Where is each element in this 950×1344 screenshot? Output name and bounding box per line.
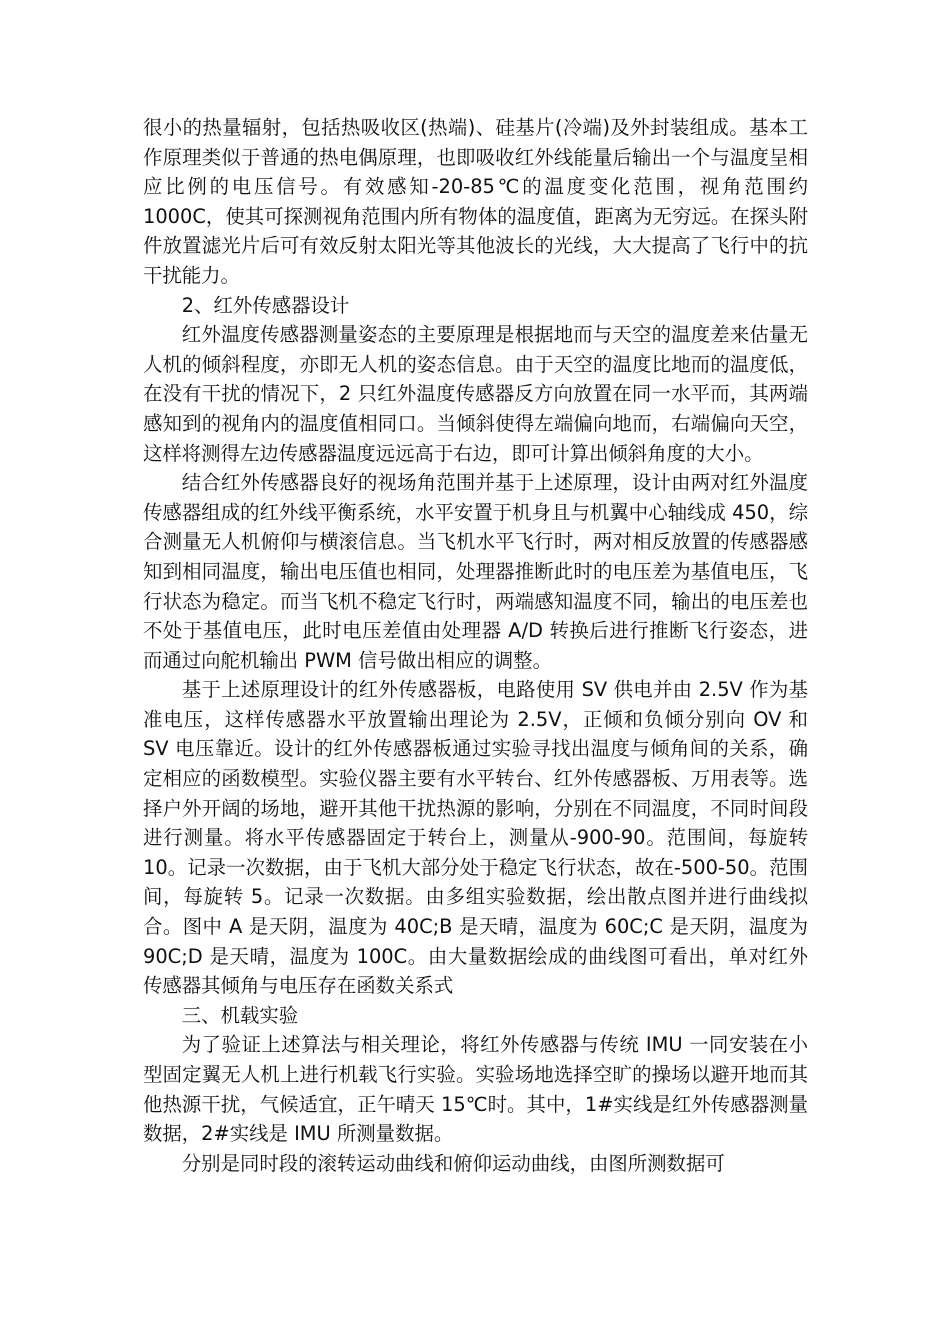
section-heading-sensor-design: 2、红外传感器设计: [181, 293, 350, 317]
paragraph-balance-system: 结合红外传感器良好的视场角范围并基于上述原理，设计由两对红外温度传感器组成的红外线平衡系统，水平安置于机身且与机翼中心轴线成 450，综合测量无人机俯仰与横滚信息。当飞机水平飞行时，两对相反放置的传感器感知到相同温度，输出电压值也相同，处理器推断此时的电压差为基值电压，飞行状态为稳定。而当飞机不稳定飞行时，两端感知温度不同，输出的电压差也不处于基值电压，此时电压差值由处理器 A/D 转换后进行推断飞行姿态，进而通过向舵机输出 PWM 信号做出相应的调整。: [143, 471, 808, 672]
document-page: [143, 113, 808, 1178]
paragraph-curves: 分别是同时段的滚转运动曲线和俯仰运动曲线，由图所测数据可: [181, 1151, 725, 1175]
section-heading-airborne-experiment: 三、机载实验: [181, 1003, 299, 1027]
paragraph-flight-test: 为了验证上述算法与相关理论，将红外传感器与传统 IMU 一同安装在小型固定翼无人机上进行机载飞行实验。实验场地选择空旷的操场以避开地而其他热源干扰，气候适宜，正午晴天 15℃时。其中，1#实线是红外传感器测量数据，2#实线是 IMU 所测量数据。: [143, 1033, 808, 1146]
paragraph-attitude-principle: 红外温度传感器测量姿态的主要原理是根据地而与天空的温度差来估量无人机的倾斜程度，亦即无人机的姿态信息。由于天空的温度比地而的温度低，在没有干扰的情况下，2 只红外温度传感器反方向放置在同一水平而，其两端感知到的视角内的温度值相同口。当倾斜使得左端偏向地而，右端偏向天空，这样将测得左边传感器温度远远高于右边，即可计算出倾斜角度的大小。: [143, 323, 808, 465]
paragraph-sensor-board-experiment: 基于上述原理设计的红外传感器板，电路使用 SV 供电并由 2.5V 作为基准电压，这样传感器水平放置输出理论为 2.5V，正倾和负倾分别向 OV 和 SV 电压靠近。设计的红外传感器板通过实验寻找出温度与倾角间的关系，确定相应的函数模型。实验仪器主要有水平转台、红外传感器板、万用表等。选择户外开阔的场地，避开其他干扰热源的影响，分别在不同温度，不同时间段进行测量。将水平传感器固定于转台上，测量从-900-90。范围间，每旋转 10。记录一次数据，由于飞机大部分处于稳定飞行状态，故在-500-50。范围间，每旋转 5。记录一次数据。由多组实验数据，绘出散点图并进行曲线拟合。图中 A 是天阴，温度为 40C;B 是天晴，温度为 60C;C 是天阴，温度为 90C;D 是天晴，温度为 100C。由大量数据绘成的曲线图可看出，单对红外传感器其倾角与电压存在函数关系式: [143, 678, 808, 998]
paragraph-sensor-structure: 很小的热量辐射，包括热吸收区(热端)、硅基片(冷端)及外封装组成。基本工作原理类似于普通的热电偶原理，也即吸收红外线能量后输出一个与温度呈相应比例的电压信号。有效感知-20-85℃的温度变化范围，视角范围约 1000C，使其可探测视角范围内所有物体的温度值，距离为无穷远。在探头附件放置滤光片后可有效反射太阳光等其他波长的光线，大大提高了飞行中的抗干扰能力。: [143, 116, 808, 287]
